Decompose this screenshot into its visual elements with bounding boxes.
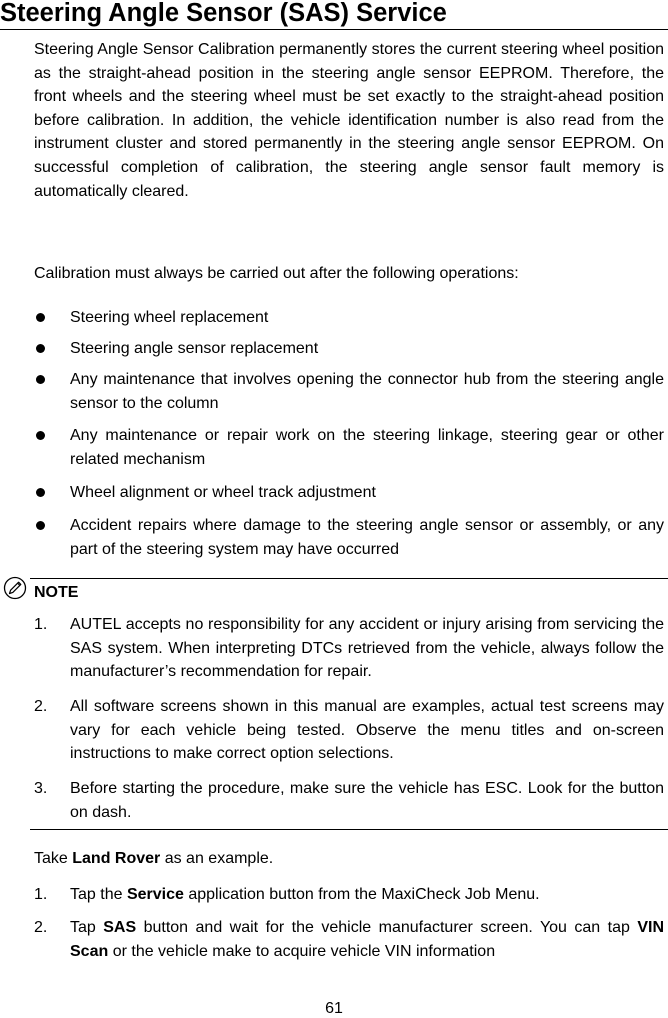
note-item-number: 1. — [34, 616, 48, 633]
bullet-icon — [36, 488, 45, 497]
example-suffix: as an example. — [160, 850, 274, 867]
note-item-number: 3. — [34, 780, 48, 797]
note-item-number: 2. — [34, 698, 48, 715]
list-item-text: Any maintenance that involves opening the connector hub from the steering angle sensor to the column — [70, 371, 664, 412]
step-number: 2. — [34, 919, 48, 936]
note-divider-bottom — [30, 829, 668, 830]
example-line — [34, 847, 664, 871]
service-term: Service — [126, 886, 184, 903]
sas-term: SAS — [103, 919, 137, 936]
list-item-text: Any maintenance or repair work on the steering linkage, steering gear or other related mechanism — [70, 427, 664, 468]
list-item-text: Wheel alignment or wheel track adjustment — [70, 484, 376, 501]
bullet-icon — [36, 431, 45, 440]
note-item-text: All software screens shown in this manual are examples, actual test screens may vary for each vehicle being tested. Observe the menu titles and on-screen instructions to make correct option selections. — [70, 698, 664, 763]
vin-scan-term: VIN Scan — [70, 919, 664, 960]
example-make: Land Rover — [72, 850, 161, 867]
calibration-lead: Calibration must always be carried out after the following operations: — [34, 265, 519, 282]
note-divider-top — [30, 578, 668, 579]
note-item-text: AUTEL accepts no responsibility for any accident or injury arising from servicing the SAS system. When interpreting DTCs retrieved from the vehicle, always follow the manufacturer’s recommendation for repair. — [70, 616, 664, 681]
step-text: Tap SAS button and wait for the vehicle manufacturer screen. You can tap VIN Scan or the vehicle make to acquire vehicle VIN information — [70, 919, 664, 960]
note-item-text: Before starting the procedure, make sure the vehicle has ESC. Look for the button on dash. — [70, 780, 664, 821]
pencil-note-icon — [3, 576, 27, 600]
list-item-text: Accident repairs where damage to the steering angle sensor or assembly, or any part of the steering system may have occurred — [70, 517, 664, 558]
list-item-text: Steering angle sensor replacement — [70, 340, 319, 357]
bullet-icon — [36, 344, 45, 353]
bullet-icon — [36, 375, 45, 384]
page-number: 61 — [325, 1000, 343, 1017]
example-prefix: Take — [34, 850, 73, 867]
bullet-icon — [36, 313, 45, 322]
intro-paragraph: Steering Angle Sensor Calibration permanently stores the current steering wheel position as the straight-ahead position in the steering angle sensor EEPROM. Therefore, the front wheels and the steering wheel must be set exactly to the straight-ahead position before calibration. In addition, the vehicle identification number is also read from the instrument cluster and stored permanently in the steering angle sensor EEPROM. On successful completion of calibration, the steering angle sensor fault memory is automatically cleared. — [34, 41, 664, 200]
page-title: Steering Angle Sensor (SAS) Service — [0, 0, 668, 30]
list-item-text: Steering wheel replacement — [70, 309, 269, 326]
note-label: NOTE — [34, 584, 79, 601]
step-number: 1. — [34, 886, 48, 903]
step-text: Tap the Service application button from the MaxiCheck Job Menu. — [70, 886, 540, 903]
bullet-icon — [36, 521, 45, 530]
